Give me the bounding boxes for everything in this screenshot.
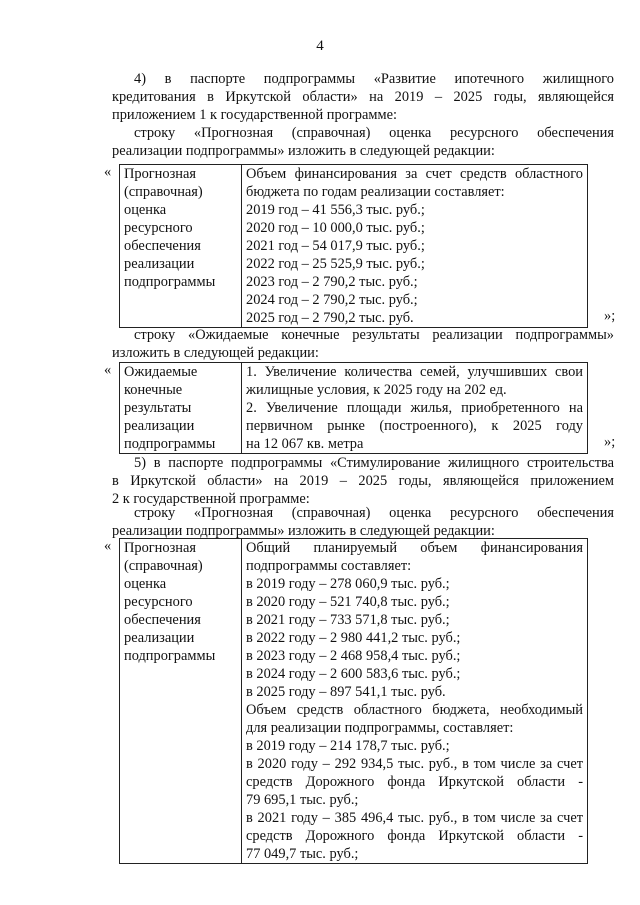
value-line: Объем финансирования за счет средств областного	[246, 166, 583, 182]
text-line: приложением 1 к государственной программе:	[112, 107, 397, 123]
page-number: 4	[316, 38, 324, 54]
text-line: строку «Прогнозная (справочная) оценка ресурсного обеспечения	[134, 505, 614, 521]
value-line: 2019 год – 41 556,3 тыс. руб.;	[246, 202, 425, 218]
value-line: в 2020 году – 292 934,5 тыс. руб., в том числе за счет	[246, 756, 583, 772]
open-quote: «	[104, 164, 112, 180]
label-line: ресурсного	[124, 220, 193, 236]
text-line: кредитования в Иркутской области» на 2019 – 2025 годы, являющейся	[112, 89, 614, 105]
value-line: подпрограммы составляет:	[246, 558, 412, 574]
label-line: оценка	[124, 202, 167, 218]
value-line: в 2022 году – 2 980 441,2 тыс. руб.;	[246, 630, 461, 646]
table-label-cell	[120, 539, 242, 864]
value-line: в 2021 году – 733 571,8 тыс. руб.;	[246, 612, 450, 628]
value-line: 77 049,7 тыс. руб.;	[246, 846, 359, 862]
table-expected-results	[119, 362, 588, 454]
item4-intro	[112, 70, 614, 124]
table-label-cell	[120, 363, 242, 454]
label-line: обеспечения	[124, 612, 201, 628]
table-forecast-resources-2	[119, 538, 588, 864]
table-value-cell	[242, 539, 588, 864]
value-line: 2021 год – 54 017,9 тыс. руб.;	[246, 238, 425, 254]
value-line: на 12 067 кв. метра	[246, 436, 364, 452]
text-line: 2 к государственной программе:	[112, 491, 310, 507]
label-line: обеспечения	[124, 238, 201, 254]
open-quote: «	[104, 362, 112, 378]
value-line: средств Дорожного фонда Иркутской области -	[246, 774, 583, 790]
value-line: в 2021 году – 385 496,4 тыс. руб., в том числе за счет	[246, 810, 583, 826]
open-quote: «	[104, 538, 112, 554]
value-line: 2022 год – 25 525,9 тыс. руб.;	[246, 256, 425, 272]
close-quote: »;	[604, 434, 616, 450]
item5-instruction-1	[112, 504, 614, 540]
label-line: (справочная)	[124, 558, 203, 574]
value-line: первичном рынке (построенного), к 2025 году	[246, 418, 583, 434]
label-line: результаты	[124, 400, 192, 416]
value-line: в 2023 году – 2 468 958,4 тыс. руб.;	[246, 648, 461, 664]
value-line: средств Дорожного фонда Иркутской области -	[246, 828, 583, 844]
value-line: 2. Увеличение площади жилья, приобретенного на	[246, 400, 583, 416]
value-line: 2024 год – 2 790,2 тыс. руб.;	[246, 292, 418, 308]
text-line: реализации подпрограммы» изложить в следующей редакции:	[112, 143, 495, 159]
table-forecast-resources-1	[119, 164, 588, 328]
text-line: изложить в следующей редакции:	[112, 345, 319, 361]
item4-instruction-1	[112, 124, 614, 160]
value-line: Объем средств областного бюджета, необходимый	[246, 702, 583, 718]
label-line: подпрограммы	[124, 274, 216, 290]
label-line: (справочная)	[124, 184, 203, 200]
value-line: в 2024 году – 2 600 583,6 тыс. руб.;	[246, 666, 461, 682]
text-line: строку «Прогнозная (справочная) оценка ресурсного обеспечения	[134, 125, 614, 141]
table-value-cell	[242, 165, 588, 328]
value-line: в 2019 году – 278 060,9 тыс. руб.;	[246, 576, 450, 592]
label-line: оценка	[124, 576, 167, 592]
value-line: в 2020 году – 521 740,8 тыс. руб.;	[246, 594, 450, 610]
value-line: в 2025 году – 897 541,1 тыс. руб.	[246, 684, 446, 700]
text-line: 5) в паспорте подпрограммы «Стимулирование жилищного строительства	[134, 455, 614, 471]
table-label-cell	[120, 165, 242, 328]
table-value-cell	[242, 363, 588, 454]
label-line: подпрограммы	[124, 648, 216, 664]
text-line: в Иркутской области» на 2019 – 2025 годы, являющейся приложением	[112, 473, 614, 489]
item5-intro	[112, 454, 614, 508]
value-line: жилищные условия, к 2025 году на 202 ед.	[246, 382, 507, 398]
label-line: Ожидаемые	[124, 364, 198, 380]
value-line: Общий планируемый объем финансирования	[246, 540, 583, 556]
label-line: Прогнозная	[124, 540, 196, 556]
label-line: конечные	[124, 382, 183, 398]
text-line: строку «Ожидаемые конечные результаты реализации подпрограммы»	[134, 327, 614, 343]
value-line: в 2019 году – 214 178,7 тыс. руб.;	[246, 738, 450, 754]
label-line: реализации	[124, 256, 195, 272]
label-line: реализации	[124, 630, 195, 646]
item4-instruction-2	[112, 326, 614, 362]
label-line: реализации	[124, 418, 195, 434]
value-line: 2020 год – 10 000,0 тыс. руб.;	[246, 220, 425, 236]
value-line: бюджета по годам реализации составляет:	[246, 184, 505, 200]
text-line: 4) в паспорте подпрограммы «Развитие ипотечного жилищного	[134, 71, 614, 87]
value-line: 2023 год – 2 790,2 тыс. руб.;	[246, 274, 418, 290]
label-line: подпрограммы	[124, 436, 216, 452]
label-line: ресурсного	[124, 594, 193, 610]
value-line: 1. Увеличение количества семей, улучшивших свои	[246, 364, 583, 380]
text-line: реализации подпрограммы» изложить в следующей редакции:	[112, 523, 495, 539]
value-line: для реализации подпрограммы, составляет:	[246, 720, 514, 736]
close-quote: »;	[604, 308, 616, 324]
value-line: 2025 год – 2 790,2 тыс. руб.	[246, 310, 414, 326]
value-line: 79 695,1 тыс. руб.;	[246, 792, 359, 808]
label-line: Прогнозная	[124, 166, 196, 182]
